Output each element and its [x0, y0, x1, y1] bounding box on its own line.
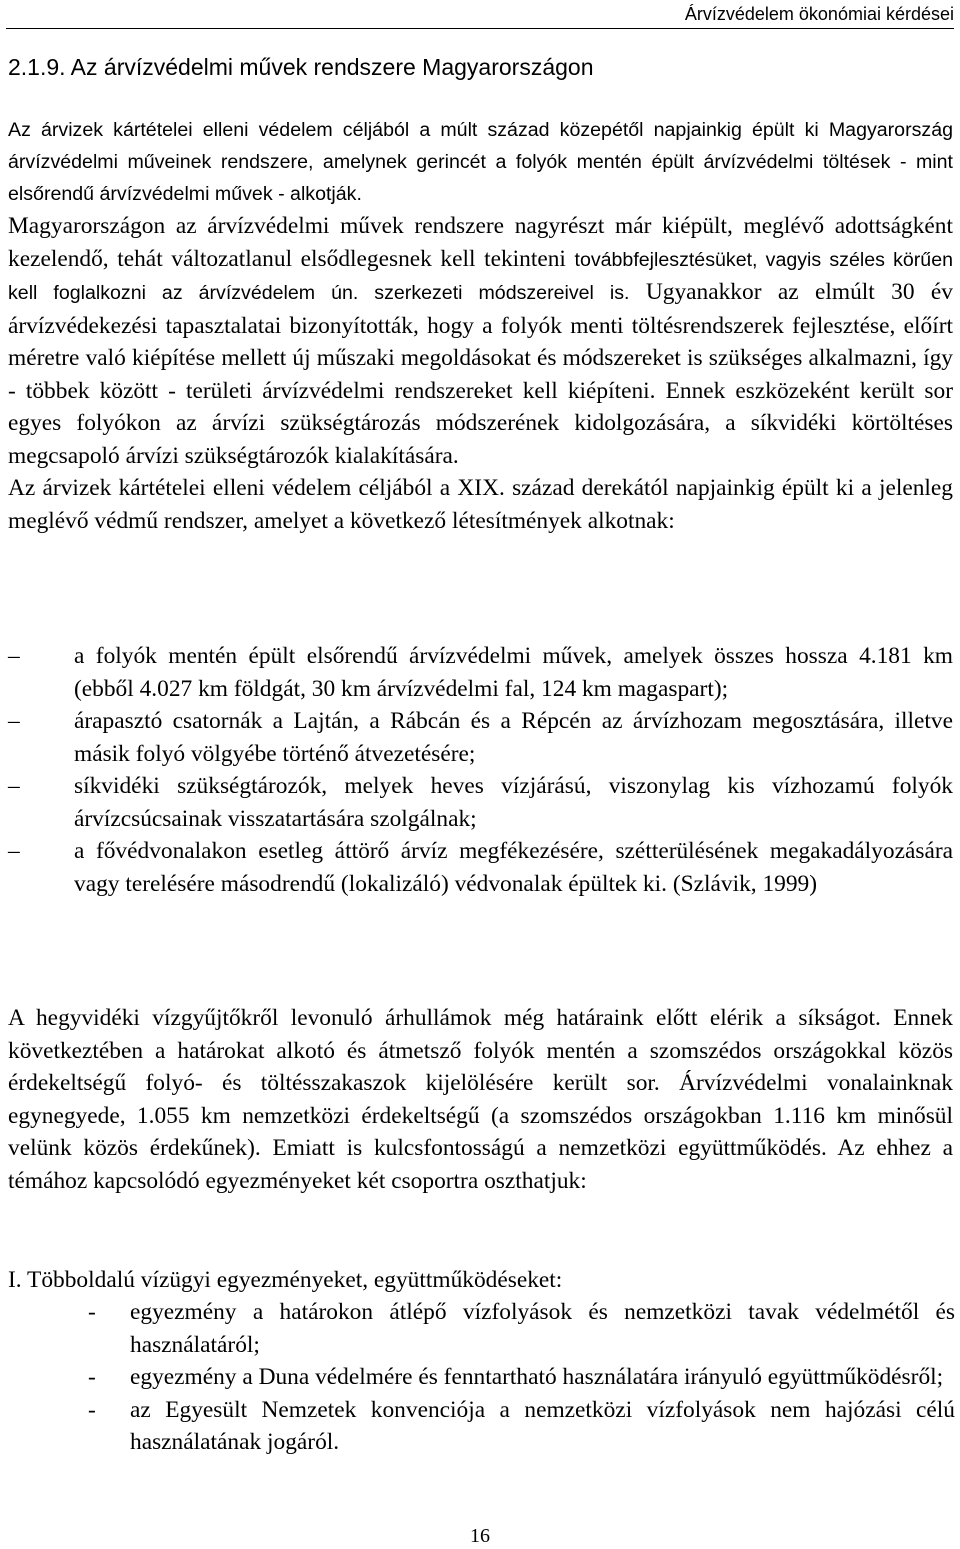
list-item: [8, 705, 953, 770]
list-item: [8, 835, 953, 900]
dash-bullet: –: [8, 838, 20, 864]
list-item-text: síkvidéki szükségtározók, melyek heves vízjárású, viszonylag kis vízhozamú folyók árvízcsúcsainak visszatartására szolgálnak;: [74, 773, 953, 832]
agreements-list: [88, 1296, 955, 1459]
hyphen-bullet: -: [88, 1364, 96, 1390]
section-title: 2.1.9. Az árvízvédelmi művek rendszere Magyarországon: [8, 54, 594, 80]
list-item-text: a fővédvonalakon esetleg áttörő árvíz megfékezésére, szétterülésének megakadályozására vagy terelésére másodrendű (lokalizáló) védvonalak épültek ki. (Szlávik, 1999): [74, 838, 953, 897]
agreements-list-title-text: I. Többoldalú vízügyi egyezményeket, együttműködéseket:: [8, 1267, 563, 1293]
dash-bullet: –: [8, 643, 20, 669]
sans-continuation-text: továbbfejlesztésüket, vagyis széles körűen kell foglalkozni az árvízvédelem ún. szerkezeti módszereivel is.: [8, 248, 953, 304]
dash-bullet: –: [8, 773, 20, 799]
running-header: Árvízvédelem ökonómiai kérdései: [684, 4, 954, 24]
intro-sans-text: Az árvizek kártételei elleni védelem céljából a múlt század közepétől napjainkig épült ki Magyarország árvízvédelmi műveinek rendszere, amelynek gerincét a folyók mentén épült árvízvédelmi töltések - mint elsőrendű árvízvédelmi művek - alkotják.: [8, 119, 953, 205]
international-paragraph: [8, 1002, 953, 1197]
international-paragraph-text: A hegyvidéki vízgyűjtőkről levonuló árhullámok még határaink előtt elérik a síkságot. Ennek következtében a határokat alkotó és átmetsző folyók mentén a szomszédos országokkal közös érdekeltségű folyó- és töltésszakaszok kijelölésére került sor. Árvízvédelmi vonalainknak egynegyede, 1.055 km nemzetközi érdekeltségű (a szomszédos országokban 1.116 km minősül velünk közös érdekűnek). Emiatt is kulcsfontosságú a nemzetközi együttműködés. Az ehhez a témához kapcsolódó egyezményeket két csoportra oszthatjuk:: [8, 1005, 953, 1194]
serif-continuation-text: Ugyanakkor az elmúlt 30 év árvízvédekezési tapasztalatai bizonyították, hogy a folyók menti töltésrendszerek fejlesztése, előírt méretre való kiépítése mellett új műszaki megoldásokat és módszereket is szükséges alkalmazni, így - többek között - területi árvízvédelmi rendszereket kell kiépíteni. Ennek eszközeként került sor egyes folyókon az árvízi szükségtározás módszerének kidolgozására, a síkvidéki körtöltéses megcsapoló árvízi szükségtározók kialakítására.: [8, 279, 954, 469]
list-item-text: árapasztó csatornák a Lajtán, a Rábcán és a Répcén az árvízhozam megosztására, illetve másik folyó völgyébe történő átvezetésére;: [74, 708, 953, 767]
hyphen-bullet: -: [88, 1396, 96, 1423]
intro-paragraph: [8, 114, 953, 210]
list-item-text: az Egyesült Nemzetek konvenciója a nemzetközi vízfolyások nem hajózási célú használatának jogáról.: [130, 1396, 955, 1455]
hyphen-bullet: -: [88, 1299, 96, 1325]
list-item: [88, 1296, 955, 1361]
page-number: 16: [470, 1525, 490, 1547]
paragraph-xix: Az árvizek kártételei elleni védelem céljából a XIX. század derekától napjainkig épült ki a jelenleg meglévő védmű rendszer, amelyet a következő létesítmények alkotnak:: [8, 475, 953, 534]
facility-list: [8, 640, 953, 900]
list-item: [88, 1394, 955, 1459]
body-paragraph: [8, 210, 953, 537]
list-item-text: a folyók mentén épült elsőrendű árvízvédelmi művek, amelyek összes hossza 4.181 km (ebből 4.027 km földgát, 30 km árvízvédelmi fal, 124 km magaspart);: [74, 643, 953, 702]
agreements-list-title: [8, 1264, 953, 1297]
list-item: [8, 640, 953, 705]
list-item-text: egyezmény a határokon átlépő vízfolyások és nemzetközi tavak védelmétől és használatáról;: [130, 1299, 955, 1358]
body-paragraph-text: [8, 210, 953, 472]
intro-serif-text: Magyarországon az árvízvédelmi művek rendszere nagyrészt már kiépült, meglévő adottságként kezelendő, tehát változatlanul elsődlegesnek kell tekinteni: [8, 213, 953, 272]
dash-bullet: –: [8, 708, 20, 734]
list-item: [88, 1361, 955, 1394]
list-item: [8, 770, 953, 835]
list-item-text: egyezmény a Duna védelmére és fenntartható használatára irányuló együttműködésről;: [130, 1364, 944, 1390]
header-rule: [6, 28, 954, 29]
